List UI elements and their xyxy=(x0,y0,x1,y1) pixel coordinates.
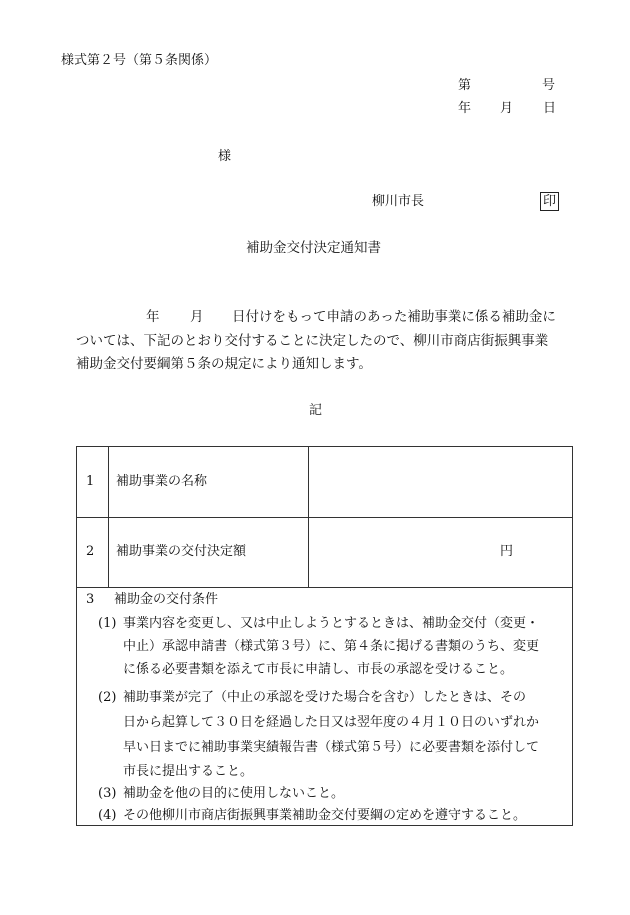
body-line2: ついては、下記のとおり交付することに決定したので、柳川市商店街振興事業 xyxy=(76,333,549,349)
form-label: 様式第２号（第５条関係） xyxy=(61,53,218,68)
row3-label: 補助金の交付条件 xyxy=(114,592,219,607)
date-year: 年 xyxy=(458,101,472,116)
condition-2-line-1: 補助事業が完了（中止の承認を受けた場合を含む）したときは、その xyxy=(123,690,527,705)
row2-number: 2 xyxy=(86,544,95,559)
condition-2-line-3: 早い日までに補助事業実績報告書（様式第５号）に必要書類を添付して xyxy=(123,740,540,755)
number-suffix: 号 xyxy=(542,78,556,93)
condition-3-line-1: 補助金を他の目的に使用しないこと。 xyxy=(123,786,345,801)
condition-3-number: (3) xyxy=(98,786,117,801)
condition-2-number: (2) xyxy=(98,690,117,705)
addressee-honorific: 様 xyxy=(218,149,232,164)
condition-1-line-2: 中止）承認申請書（様式第３号）に、第４条に掲げる書類のうち、変更 xyxy=(123,639,540,654)
row1-number: 1 xyxy=(86,474,95,489)
body-line3: 補助金交付要綱第５条の規定により通知します。 xyxy=(76,356,372,372)
seal-box: 印 xyxy=(540,192,559,211)
table-hline-2 xyxy=(77,587,572,588)
issuer-name: 柳川市長 xyxy=(372,194,425,209)
ki-marker: 記 xyxy=(309,403,323,418)
number-prefix: 第 xyxy=(458,78,472,93)
document-title: 補助金交付決定通知書 xyxy=(246,240,381,256)
condition-4-number: (4) xyxy=(98,808,117,823)
row1-label: 補助事業の名称 xyxy=(116,474,208,489)
date-day: 日 xyxy=(543,101,557,116)
body-month: 月 xyxy=(190,309,204,325)
table-hline-1 xyxy=(77,517,572,518)
row2-label: 補助事業の交付決定額 xyxy=(116,544,247,559)
condition-1-line-1: 事業内容を変更し、又は中止しようとするときは、補助金交付（変更・ xyxy=(123,616,540,631)
body-line1: 日付けをもって申請のあった補助事業に係る補助金に xyxy=(232,309,556,325)
row2-unit: 円 xyxy=(500,544,514,559)
row3-number: 3 xyxy=(86,592,95,607)
details-table xyxy=(76,446,573,826)
date-month: 月 xyxy=(500,101,514,116)
condition-1-number: (1) xyxy=(98,616,117,631)
condition-2-line-2: 日から起算して３０日を経過した日又は翌年度の４月１０日のいずれか xyxy=(123,715,540,730)
condition-1-line-3: に係る必要書類を添えて市長に申請し、市長の承認を受けること。 xyxy=(123,662,514,677)
condition-2-line-4: 市長に提出すること。 xyxy=(123,764,254,779)
condition-4-line-1: その他柳川市商店街振興事業補助金交付要綱の定めを遵守すること。 xyxy=(123,808,527,823)
body-year: 年 xyxy=(146,309,160,325)
